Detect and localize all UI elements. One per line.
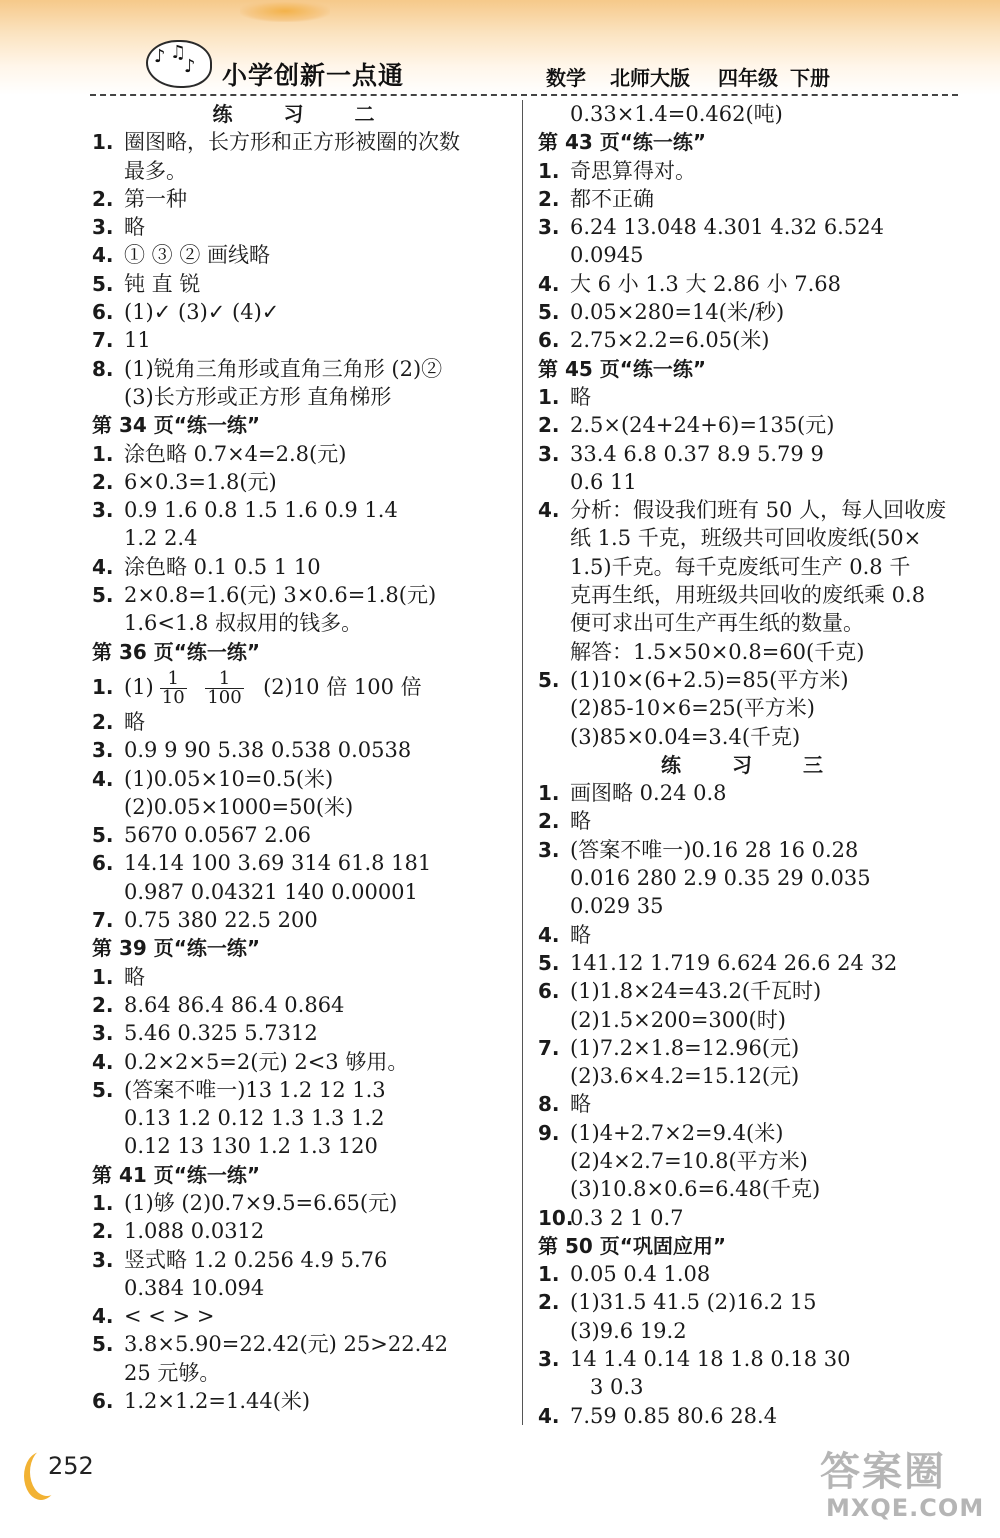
answer-line: 5. 钝 直 锐 (92, 271, 201, 296)
answer-line: 3. 竖式略 1.2 0.256 4.9 5.76 (92, 1247, 388, 1272)
answer-line: 1. 略 (538, 384, 591, 409)
answer-line: (2)0.05×1000=50(米) (124, 794, 354, 819)
answer-line: 5. (1)10×(6+2.5)=85(平方米) (538, 667, 849, 692)
answer-line: 5. 3.8×5.90=22.42(元) 25>22.42 (92, 1332, 448, 1357)
answer-line: (3)9.6 19.2 (570, 1318, 687, 1343)
answer-line: 4. 0.2×2×5=2(元) 2<3 够用。 (92, 1049, 409, 1074)
answer-line: 2. 2.5×(24+24+6)=135(元) (538, 413, 835, 438)
answer-line-fractions: 1. (1) $\frac{1}{10}$ $\frac{1}{100}$ (2)10 倍 100 倍 (92, 667, 422, 708)
page-header (0, 0, 1000, 95)
answer-line: 6. 14.14 100 3.69 314 61.8 181 (92, 851, 432, 876)
answer-line: 5. 2×0.8=1.6(元) 3×0.6=1.8(元) (92, 583, 437, 608)
answer-line: 最多。 (124, 158, 187, 183)
answer-line: 1. 圈图略，长方形和正方形被圈的次数 (92, 130, 460, 155)
answer-line: 4. 分析：假设我们班有 50 人，每人回收废 (538, 498, 947, 523)
answer-line: 3. (答案不唯一)0.16 28 16 0.28 (538, 837, 859, 862)
section-heading-p43: 第 43 页“练一练” (538, 130, 707, 155)
answer-line: (3)10.8×0.6=6.48(千克) (570, 1177, 821, 1202)
answer-line: 8. 略 (538, 1092, 591, 1117)
answer-line: 6. (1)1.8×24=43.2(千瓦时) (538, 979, 822, 1004)
answer-line: 2. 6×0.3=1.8(元) (92, 469, 277, 494)
fraction-one-tenth: $\frac{1}{10}$ (161, 667, 185, 708)
answer-line: 9. (1)4+2.7×2=9.4(米) (538, 1120, 784, 1145)
answer-line: 3. 5.46 0.325 5.7312 (92, 1021, 318, 1046)
answer-line: 5. 0.05×280=14(米/秒) (538, 300, 785, 325)
grade-label: 四年级 (718, 66, 778, 90)
answer-line: 纸 1.5 千克，班级共可回收废纸(50× (570, 526, 922, 551)
answer-line: (3)长方形或正方形 直角梯形 (124, 384, 392, 409)
answer-line: 0.0945 (570, 243, 644, 268)
left-column (92, 100, 517, 1415)
answer-line: 1. 略 (92, 964, 145, 989)
answer-line: 便可求出可生产再生纸的数量。 (570, 611, 864, 636)
answer-line: (2)3.6×4.2=15.12(元) (570, 1064, 800, 1089)
answer-line: 1. 奇思算得对。 (538, 158, 696, 183)
answer-line: 7. 11 (92, 328, 151, 353)
answer-line: (3)85×0.04=3.4(千克) (570, 724, 801, 749)
section-title-exercise-2: 练 习 二 (212, 102, 397, 126)
answer-line: 0.016 280 2.9 0.35 29 0.035 (570, 866, 871, 891)
answer-line: 2. 1.088 0.0312 (92, 1219, 265, 1244)
answer-line: 2. 都不正确 (538, 186, 654, 211)
page-number: 252 (48, 1452, 94, 1480)
edition-label: 北师大版 (610, 66, 690, 90)
watermark-logo: 答案圈 (820, 1449, 946, 1495)
answer-line: (2)85-10×6=25(平方米) (570, 696, 815, 721)
column-divider (522, 100, 523, 1425)
answer-line: 7. 0.75 380 22.5 200 (92, 908, 318, 933)
answer-line: 0.6 11 (570, 469, 637, 494)
answer-line: 10. 0.3 2 1 0.7 (538, 1205, 684, 1230)
answer-line: 克再生纸，用班级共回收的废纸乘 0.8 (570, 583, 926, 608)
answer-line: 5. 141.12 1.719 6.624 26.6 24 32 (538, 950, 898, 975)
answer-line: 4. (1)0.05×10=0.5(米) (92, 766, 334, 791)
answer-line: 3. 0.9 9 90 5.38 0.538 0.0538 (92, 738, 412, 763)
answer-line: 2. 略 (92, 709, 145, 734)
answer-line: 5. 5670 0.0567 2.06 (92, 823, 312, 848)
answer-line: 0.33×1.4=0.462(吨) (570, 102, 783, 126)
answer-line: (2)4×2.7=10.8(平方米) (570, 1148, 808, 1173)
answer-line: 1. 0.05 0.4 1.08 (538, 1262, 711, 1287)
answer-line: 5. (答案不唯一)13 1.2 12 1.3 (92, 1077, 386, 1102)
music-notes-logo-icon: ♪ ♫ ♪ (146, 40, 212, 88)
answer-line: 7. (1)7.2×1.8=12.96(元) (538, 1035, 800, 1060)
answer-line: 解答：1.5×50×0.8=60(千克) (570, 639, 865, 664)
answer-line: 1. (1)够 (2)0.7×9.5=6.65(元) (92, 1190, 398, 1215)
section-heading-p45: 第 45 页“练一练” (538, 356, 707, 381)
answer-line: 0.13 1.2 0.12 1.3 1.3 1.2 (124, 1106, 385, 1131)
answer-line: 2. (1)31.5 41.5 (2)16.2 15 (538, 1290, 817, 1315)
answer-line: 1.5)千克。每千克废纸可生产 0.8 千 (570, 554, 911, 579)
answer-line: 3 0.3 (590, 1375, 644, 1400)
header-decoration (240, 0, 330, 22)
answer-line: 25 元够。 (124, 1360, 221, 1385)
answer-line: 3. 略 (92, 215, 145, 240)
answer-line: 1.2 2.4 (124, 526, 198, 551)
watermark (820, 1440, 995, 1530)
answer-line: 2. 8.64 86.4 86.4 0.864 (92, 992, 345, 1017)
answer-line: (2)1.5×200=300(时) (570, 1007, 786, 1032)
answer-line: 3. 14 1.4 0.14 18 1.8 0.18 30 (538, 1347, 851, 1372)
answer-line: 1.6<1.8 叔叔用的钱多。 (124, 611, 363, 636)
answer-line: 2. 略 (538, 809, 591, 834)
fraction-one-hundredth: $\frac{1}{100}$ (207, 667, 242, 708)
section-heading-p34: 第 34 页“练一练” (92, 413, 261, 438)
watermark-url: MXQE.COM (826, 1494, 985, 1522)
series-title: 小学创新一点通 (222, 61, 405, 90)
section-heading-p41: 第 41 页“练一练” (92, 1162, 261, 1187)
answer-line: 6. 1.2×1.2=1.44(米) (92, 1389, 311, 1414)
header-divider (90, 94, 958, 96)
answer-line: 4. ① ③ ② 画线略 (92, 243, 271, 268)
answer-line: 1. 涂色略 0.7×4=2.8(元) (92, 441, 347, 466)
answer-line: 4. 涂色略 0.1 0.5 1 10 (92, 554, 321, 579)
answer-line: 4. 略 (538, 922, 591, 947)
answer-line: 3. 6.24 13.048 4.301 4.32 6.524 (538, 215, 884, 240)
section-title-exercise-3: 练 习 三 (661, 752, 845, 777)
answer-line: 4. 7.59 0.85 80.6 28.4 (538, 1403, 778, 1428)
answer-line: 2. 第一种 (92, 186, 187, 211)
answer-line: 0.12 13 130 1.2 1.3 120 (124, 1134, 378, 1159)
answer-line: 1. 画图略 0.24 0.8 (538, 781, 727, 806)
answer-line: 6. 2.75×2.2=6.05(米) (538, 328, 770, 353)
section-heading-p39: 第 39 页“练一练” (92, 936, 261, 961)
answer-line: 4. 大 6 小 1.3 大 2.86 小 7.68 (538, 271, 842, 296)
answer-line: 4. < < > > (92, 1304, 215, 1329)
answer-line: 8. (1)锐角三角形或直角三角形 (2)② (92, 356, 443, 381)
subject-label: 数学 (546, 66, 586, 90)
answer-line: 3. 0.9 1.6 0.8 1.5 1.6 0.9 1.4 (92, 498, 398, 523)
answer-line: 0.384 10.094 (124, 1275, 265, 1300)
volume-label: 下册 (790, 66, 830, 90)
answer-line: 6. (1)✓ (3)✓ (4)✓ (92, 300, 280, 325)
answer-line: 0.987 0.04321 140 0.00001 (124, 879, 418, 904)
section-heading-p36: 第 36 页“练一练” (92, 639, 261, 664)
answer-line: 0.029 35 (570, 894, 664, 919)
section-heading-p50: 第 50 页“巩固应用” (538, 1233, 727, 1258)
answer-line: 3. 33.4 6.8 0.37 8.9 5.79 9 (538, 441, 824, 466)
right-column (538, 100, 968, 1430)
